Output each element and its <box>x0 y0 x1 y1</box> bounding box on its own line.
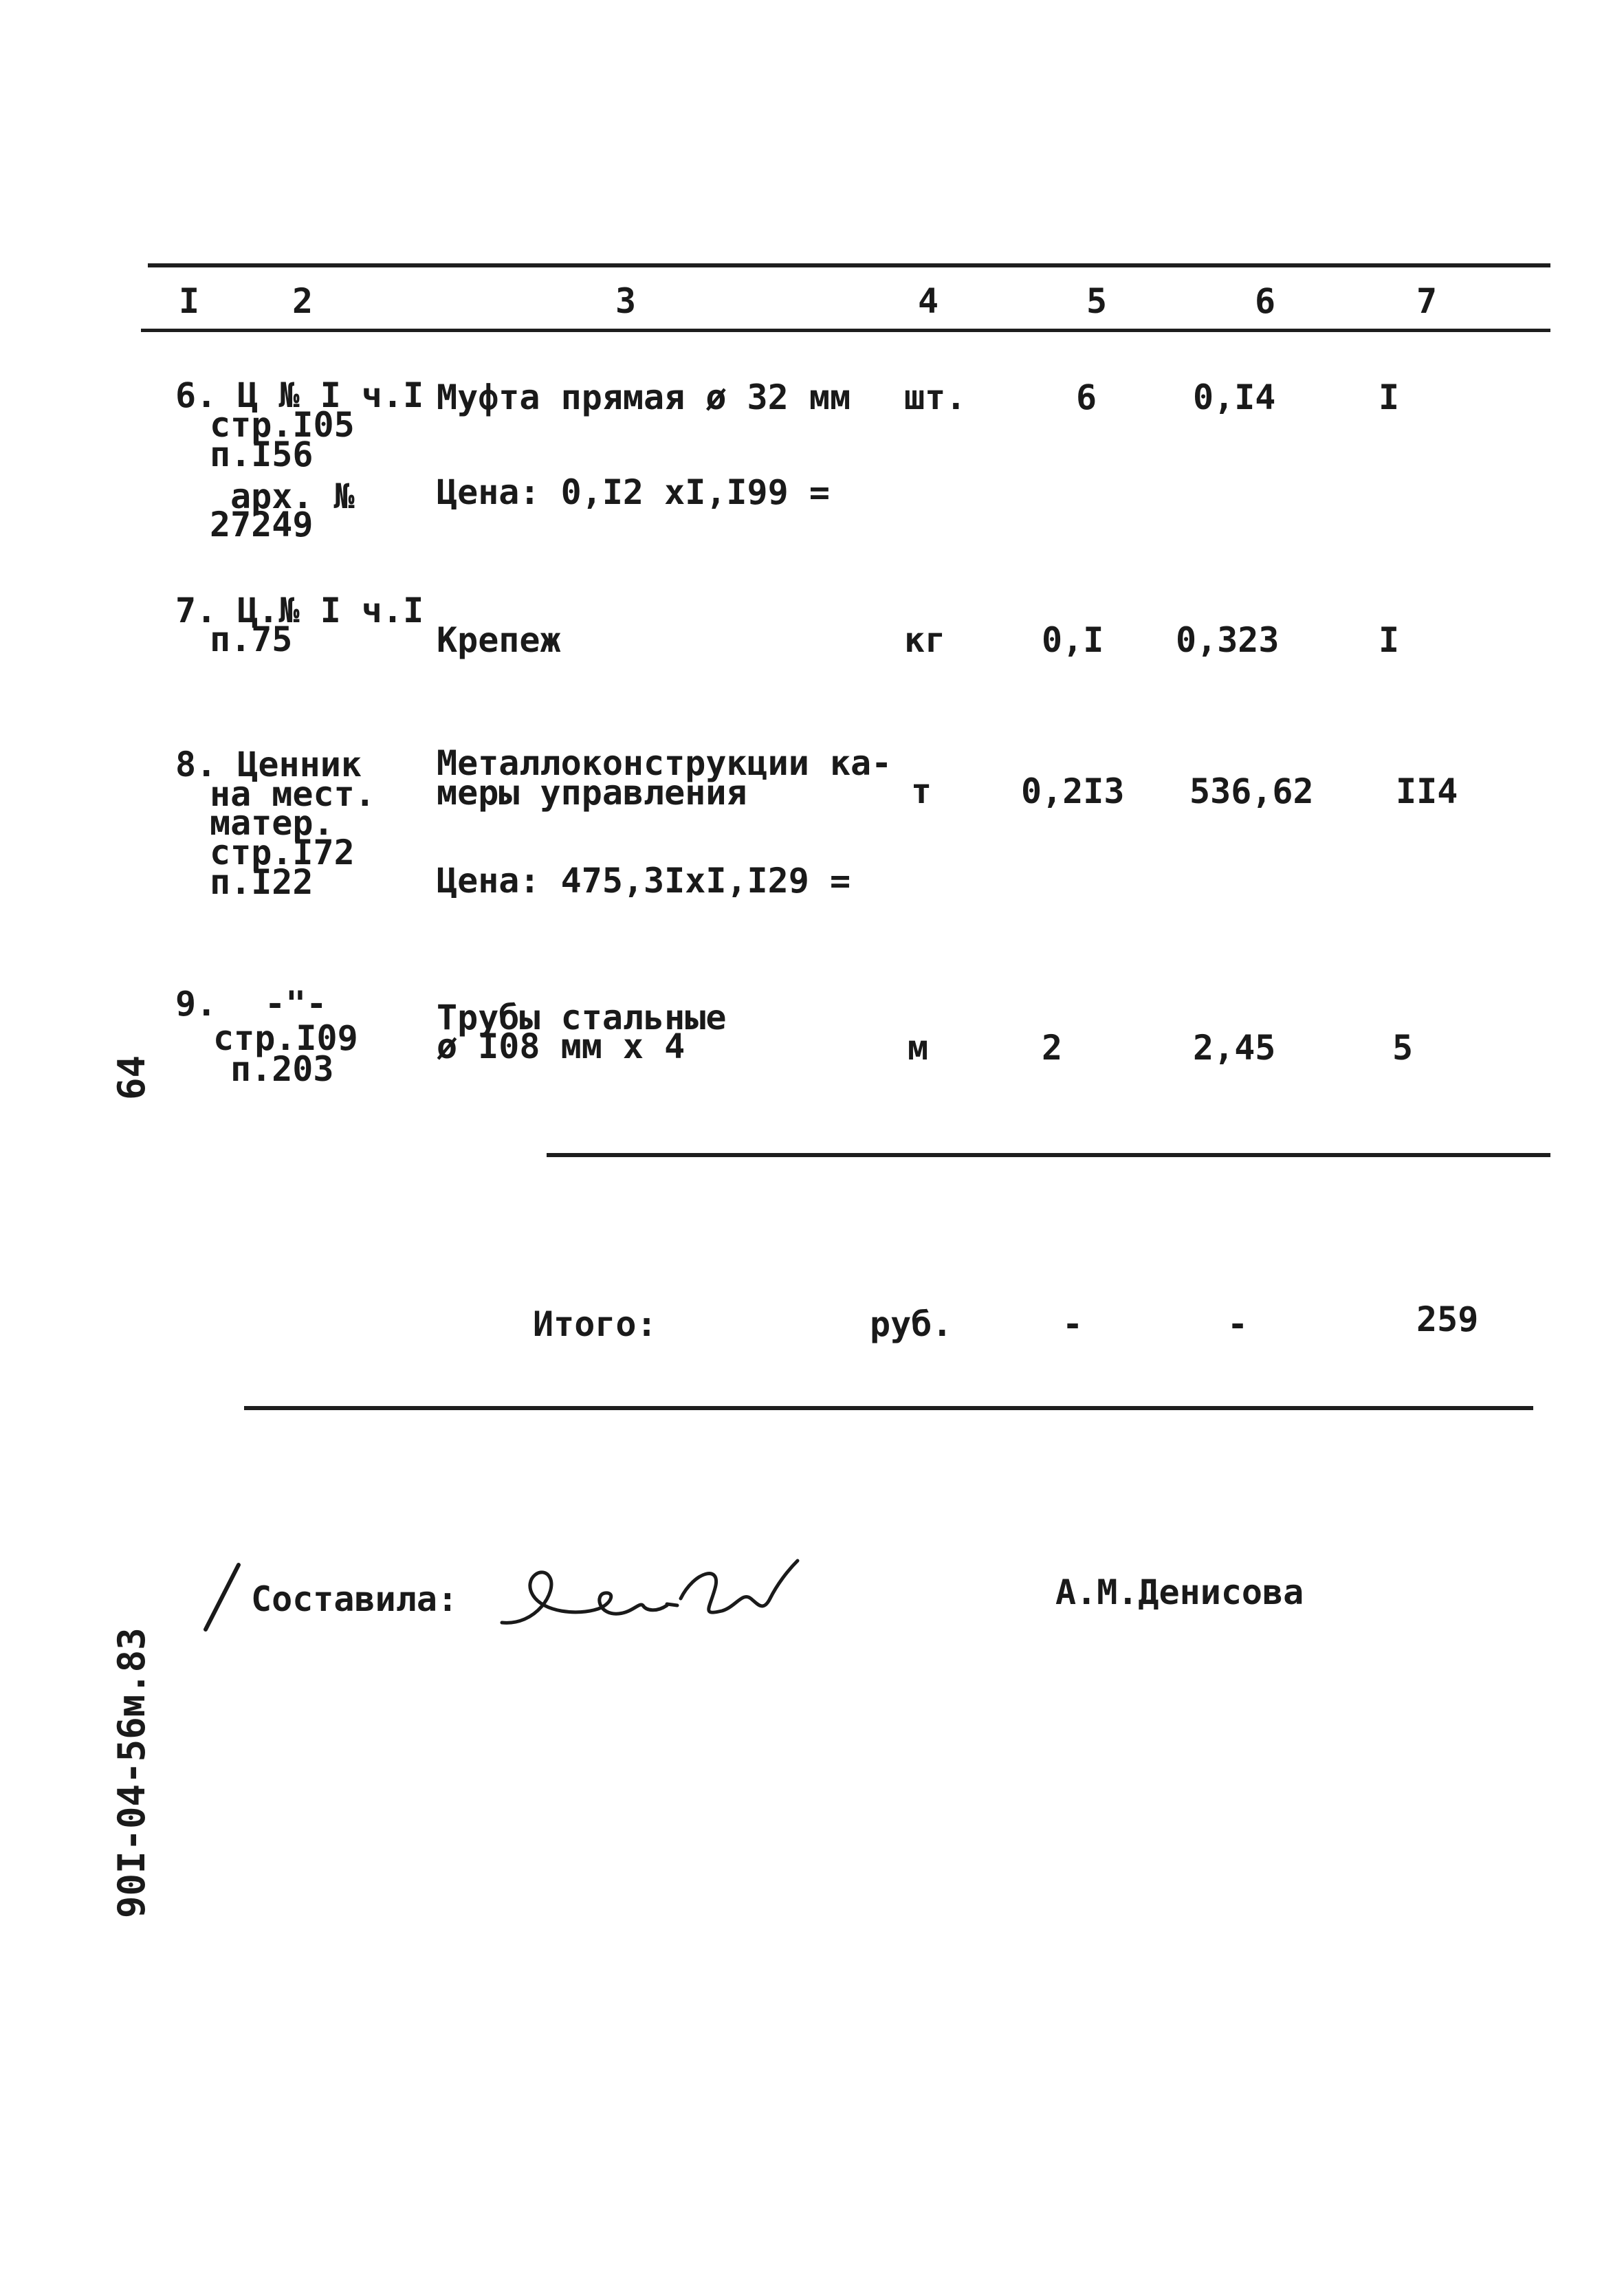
row-basis-line: 9. <box>175 984 217 1024</box>
row-basis-line: 6. Ц № I ч.I <box>175 375 424 415</box>
row-name-line: меры управления <box>437 773 747 813</box>
document-code: 90I-04-56м.83 <box>110 1627 153 1918</box>
header-col-3: 3 <box>615 281 637 321</box>
row-qty: 2 <box>1042 1028 1063 1068</box>
row-price: 2,45 <box>1193 1028 1276 1068</box>
summary-price: - <box>1227 1304 1249 1344</box>
header-col-1: I <box>179 281 200 321</box>
slash-mark <box>196 1561 251 1636</box>
row-qty: 6 <box>1076 377 1097 417</box>
row-basis-line: стр.I05 <box>210 405 355 445</box>
row-basis-line: -"- <box>265 984 327 1024</box>
row-unit: м <box>908 1028 929 1068</box>
summary-qty: - <box>1062 1304 1084 1344</box>
row-price: 536,62 <box>1189 771 1314 811</box>
header-col-2: 2 <box>292 281 314 321</box>
row-basis-line: п.I56 <box>210 435 314 474</box>
signature <box>495 1550 804 1640</box>
row-qty: 0,I <box>1042 620 1104 660</box>
row-basis-line: п.I22 <box>210 862 314 902</box>
row-name-line: ø I08 мм x 4 <box>437 1026 685 1066</box>
row-total: II4 <box>1396 771 1458 811</box>
header-bottom-rule <box>141 329 1550 332</box>
row-unit: т <box>911 771 932 811</box>
summary-total: 259 <box>1416 1299 1479 1339</box>
summary-unit: руб. <box>870 1304 953 1344</box>
row-price: 0,I4 <box>1193 377 1276 417</box>
table-top-rule <box>148 263 1550 267</box>
row-basis-line: стр.I72 <box>210 833 355 872</box>
row-price-note: Цена: 0,I2 xI,I99 = <box>437 472 830 512</box>
row-price-note: Цена: 475,3IxI,I29 = <box>437 861 851 901</box>
row-basis-line: п.75 <box>210 619 293 659</box>
table-bottom-rule <box>244 1406 1533 1410</box>
row-basis-line: на мест. <box>210 774 375 814</box>
row-name: Крепеж <box>437 620 561 660</box>
header-col-6: 6 <box>1255 281 1276 321</box>
row-basis-line: 8. Ценник <box>175 745 362 784</box>
compiler-name: А.М.Денисова <box>1055 1572 1304 1612</box>
row-total: 5 <box>1392 1028 1414 1068</box>
row-name-line: Металлоконструкции ка- <box>437 743 892 783</box>
header-col-5: 5 <box>1086 281 1108 321</box>
row-name: Муфта прямая ø 32 мм <box>437 377 851 417</box>
row-total: I <box>1379 620 1400 660</box>
row-unit: шт. <box>904 377 967 417</box>
row-basis-line: п.203 <box>230 1049 334 1089</box>
row-qty: 0,2I3 <box>1021 771 1125 811</box>
row-basis-line: стр.I09 <box>213 1018 358 1058</box>
header-col-4: 4 <box>918 281 939 321</box>
header-col-7: 7 <box>1416 281 1438 321</box>
row-basis-line: матер. <box>210 803 334 843</box>
row-basis-line: 7. Ц.№ I ч.I <box>175 591 424 630</box>
row-basis-line: арх. № <box>230 476 355 516</box>
page-number: 64 <box>110 1055 153 1100</box>
row-total: I <box>1379 377 1400 417</box>
row-unit: кг <box>904 620 946 660</box>
summary-label: Итого: <box>533 1304 657 1344</box>
row-price: 0,323 <box>1176 620 1280 660</box>
row-name-line: Трубы стальные <box>437 998 727 1037</box>
row-basis-line: 27249 <box>210 505 314 545</box>
compiled-label: Составила: <box>251 1579 459 1619</box>
total-top-rule <box>547 1153 1550 1157</box>
